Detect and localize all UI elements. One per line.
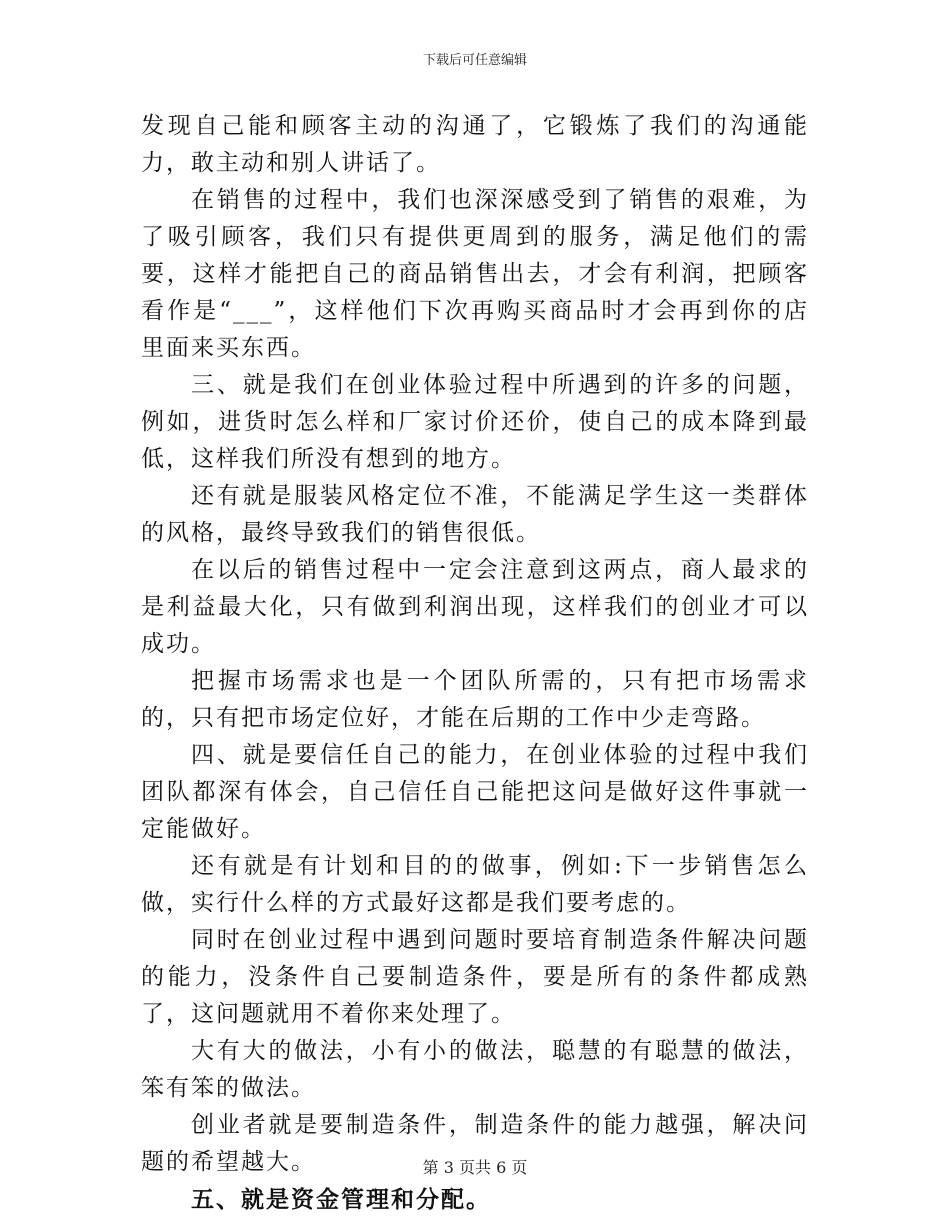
paragraph-approaches: 大有大的做法，小有小的做法，聪慧的有聪慧的做法，笨有笨的做法。 <box>141 1038 809 1101</box>
document-body <box>141 108 809 1218</box>
paragraph-continuation: 发现自己能和顾客主动的沟通了，它锻炼了我们的沟通能力，敢主动和别人讲话了。 <box>141 113 809 176</box>
paragraph-planning: 还有就是有计划和目的的做事，例如:下一步销售怎么做，实行什么样的方式最好这都是我们要考虑的。 <box>141 853 809 916</box>
paragraph-style-positioning: 还有就是服装风格定位不准，不能满足学生这一类群体的风格，最终导致我们的销售很低。 <box>141 483 809 546</box>
page-number-footer: 第 3 页共 6 页 <box>422 1158 528 1177</box>
paragraph-market-demand: 把握市场需求也是一个团队所需的，只有把市场需求的，只有把市场定位好，才能在后期的工作中少走弯路。 <box>141 668 809 731</box>
page-header: 下载后可任意编辑 <box>422 53 527 68</box>
paragraph-profit-maximization: 在以后的销售过程中一定会注意到这两点，商人最求的是利益最大化，只有做到利润出现，这样我们的创业才可以成功。 <box>141 557 809 657</box>
paragraph-section-three: 三、就是我们在创业体验过程中所遇到的许多的问题，例如，进货时怎么样和厂家讨价还价，使自己的成本降到最低，这样我们所没有想到的地方。 <box>141 372 809 472</box>
paragraph-sales-difficulty: 在销售的过程中，我们也深深感受到了销售的艰难，为了吸引顾客，我们只有提供更周到的服务，满足他们的需要，这样才能把自己的商品销售出去，才会有利润，把顾客看作是“___”，这样他们下次再购买商品时才会再到你的店里面来买东西。 <box>141 187 809 361</box>
paragraph-section-four: 四、就是要信任自己的能力，在创业体验的过程中我们团队都深有体会，自己信任自己能把这问是做好这件事就一定能做好。 <box>141 742 809 842</box>
paragraph-create-conditions: 同时在创业过程中遇到问题时要培育制造条件解决问题的能力，没条件自己要制造条件，要是所有的条件都成熟了，这问题就用不着你来处理了。 <box>141 927 809 1027</box>
paragraph-entrepreneur: 创业者就是要制造条件，制造条件的能力越强，解决问题的希望越大。 <box>141 1112 809 1175</box>
heading-section-five: 五、就是资金管理和分配。 <box>191 1186 491 1213</box>
